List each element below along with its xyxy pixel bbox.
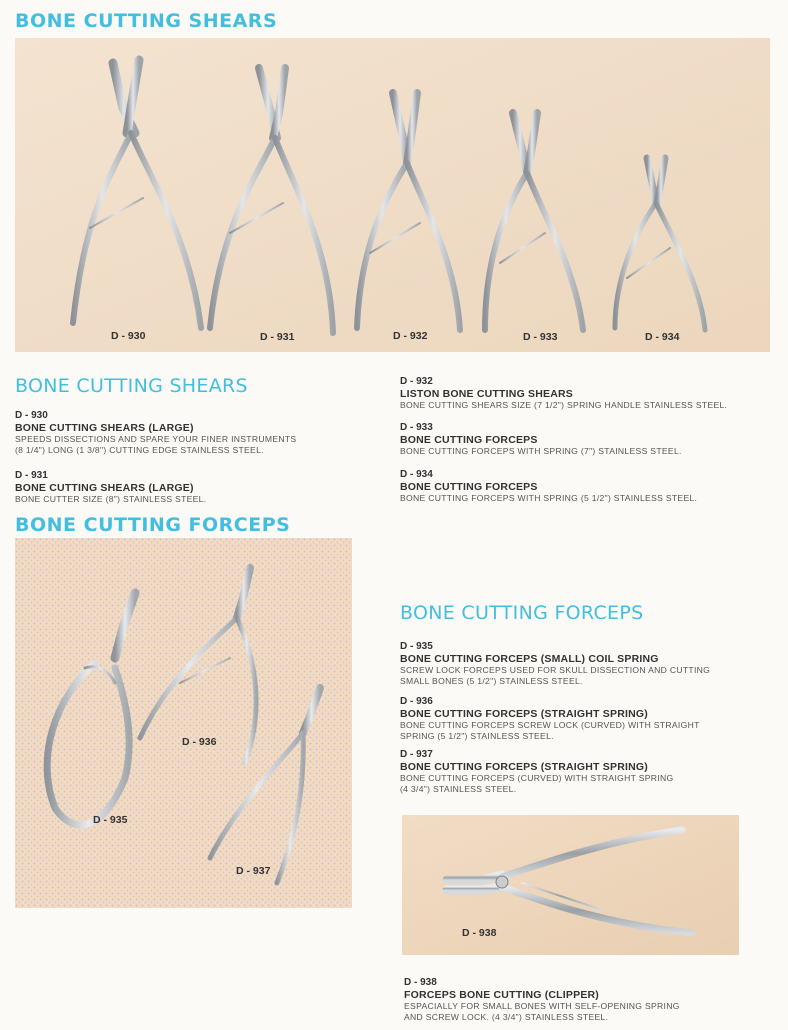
forceps-title: BONE CUTTING FORCEPS bbox=[15, 514, 291, 536]
photo-label-d936: D - 936 bbox=[182, 736, 217, 748]
photo-label-d932: D - 932 bbox=[393, 330, 428, 342]
entry-d934 bbox=[400, 469, 780, 504]
entry-code: D - 935 bbox=[400, 641, 433, 652]
photo-label-d935: D - 935 bbox=[93, 814, 128, 826]
entry-name: BONE CUTTING FORCEPS (STRAIGHT SPRING) bbox=[400, 708, 648, 720]
entry-desc: BONE CUTTING FORCEPS SCREW LOCK (CURVED) WITH STRAIGHT SPRING (5 1/2") STAINLESS STEEL. bbox=[400, 720, 700, 741]
entry-d932 bbox=[400, 376, 780, 411]
entry-code: D - 931 bbox=[15, 470, 48, 481]
entry-d938 bbox=[404, 977, 784, 1023]
entry-code: D - 936 bbox=[400, 696, 433, 707]
entry-d930 bbox=[15, 410, 395, 456]
clipper-photo bbox=[402, 815, 739, 955]
entry-desc: SCREW LOCK FORCEPS USED FOR SKULL DISSECTION AND CUTTING SMALL BONES (5 1/2") STAINLESS STEEL. bbox=[400, 665, 711, 686]
entry-code: D - 933 bbox=[400, 422, 433, 433]
entry-desc: BONE CUTTING FORCEPS (CURVED) WITH STRAIGHT SPRING (4 3/4") STAINLESS STEEL. bbox=[400, 773, 674, 794]
entry-code: D - 937 bbox=[400, 749, 433, 760]
entry-name: BONE CUTTING FORCEPS (STRAIGHT SPRING) bbox=[400, 761, 648, 773]
entry-name: BONE CUTTING FORCEPS bbox=[400, 481, 538, 493]
photo-label-d930: D - 930 bbox=[111, 330, 146, 342]
entry-name: BONE CUTTING SHEARS (LARGE) bbox=[15, 482, 194, 494]
photo-label-d938: D - 938 bbox=[462, 927, 497, 939]
entry-name: BONE CUTTING FORCEPS bbox=[400, 434, 538, 446]
entry-d936 bbox=[400, 696, 780, 742]
photo-label-d937: D - 937 bbox=[236, 865, 271, 877]
entry-code: D - 932 bbox=[400, 376, 433, 387]
photo-label-d933: D - 933 bbox=[523, 331, 558, 343]
entry-code: D - 934 bbox=[400, 469, 433, 480]
forceps-photo bbox=[15, 538, 352, 908]
entry-desc: BONE CUTTING SHEARS SIZE (7 1/2") SPRING HANDLE STAINLESS STEEL. bbox=[400, 400, 728, 410]
entry-desc: BONE CUTTER SIZE (8") STAINLESS STEEL. bbox=[15, 494, 207, 504]
entry-d935 bbox=[400, 641, 780, 687]
entry-d933 bbox=[400, 422, 780, 457]
entry-code: D - 938 bbox=[404, 977, 437, 988]
shears-photo bbox=[15, 38, 770, 352]
shears-heading: BONE CUTTING SHEARS bbox=[15, 375, 248, 397]
entry-name: BONE CUTTING SHEARS (LARGE) bbox=[15, 422, 194, 434]
page-title: BONE CUTTING SHEARS bbox=[15, 10, 278, 32]
entry-desc: SPEEDS DISSECTIONS AND SPARE YOUR FINER INSTRUMENTS (8 1/4") LONG (1 3/8") CUTTING EDGE STAINLESS STEEL. bbox=[15, 434, 297, 455]
entry-name: LISTON BONE CUTTING SHEARS bbox=[400, 388, 574, 400]
entry-desc: ESPACIALLY FOR SMALL BONES WITH SELF-OPENING SPRING AND SCREW LOCK. (4 3/4") STAINLESS STEEL. bbox=[404, 1001, 680, 1022]
photo-label-d931: D - 931 bbox=[260, 331, 295, 343]
entry-d931 bbox=[15, 470, 395, 505]
forceps-heading: BONE CUTTING FORCEPS bbox=[400, 602, 644, 624]
entry-desc: BONE CUTTING FORCEPS WITH SPRING (7") STAINLESS STEEL. bbox=[400, 446, 682, 456]
entry-name: BONE CUTTING FORCEPS (SMALL) COIL SPRING bbox=[400, 653, 659, 665]
entry-desc: BONE CUTTING FORCEPS WITH SPRING (5 1/2") STAINLESS STEEL. bbox=[400, 493, 698, 503]
photo-label-d934: D - 934 bbox=[645, 331, 680, 343]
entry-name: FORCEPS BONE CUTTING (CLIPPER) bbox=[404, 989, 600, 1001]
entry-d937 bbox=[400, 749, 780, 795]
entry-code: D - 930 bbox=[15, 410, 48, 421]
